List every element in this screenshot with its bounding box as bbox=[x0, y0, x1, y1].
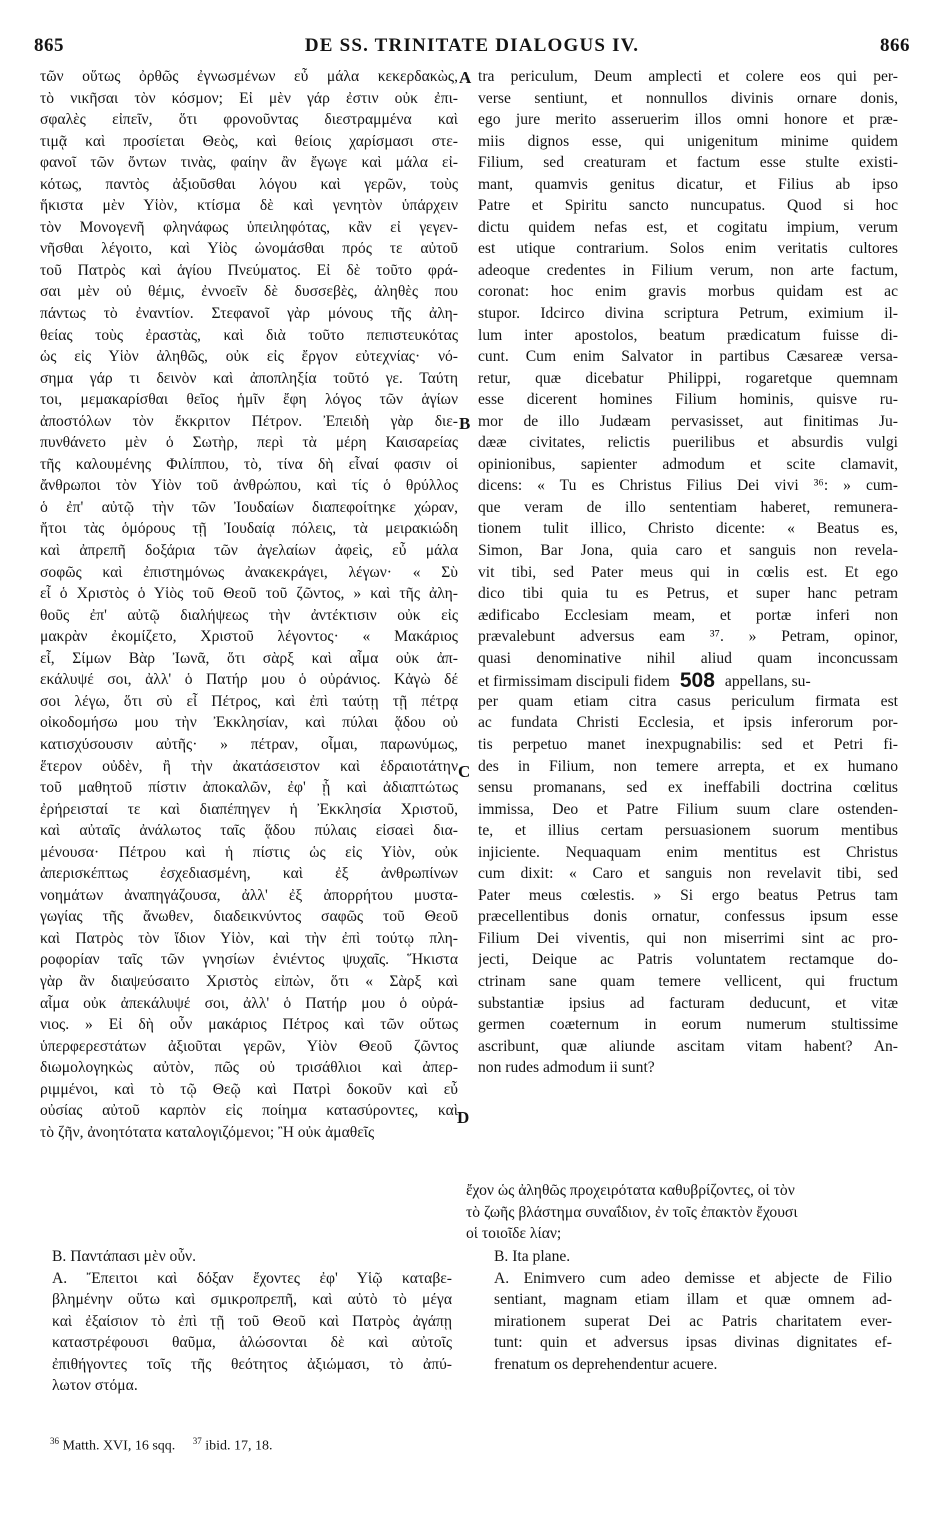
latin-line: vit tibi, sed Pater meus qui in cœlis est. Et ego bbox=[478, 563, 898, 581]
dialogue-greek bbox=[52, 1246, 452, 1397]
dialogue-greek-a bbox=[52, 1268, 452, 1397]
greek-line: ἄνθρωποι τὸν Υἱὸν τοῦ ἀνθρώπου, καὶ τίς ὁ θρύλλος bbox=[40, 477, 458, 495]
latin-line: injiciente. Nequaquam enim mentitus est Christus bbox=[478, 843, 898, 861]
greek-line: καὶ Πατρὸς τὸν ἴδιον Υἱὸν, καὶ τὴν ἐπὶ τούτῳ πλη- bbox=[40, 929, 458, 947]
footnote-37-text: ibid. 17, 18. bbox=[205, 1438, 273, 1454]
greek-line: τοι, μεμακαρίσθαι θεῖος ἡμῖν ἔφη λόγος τῶν ἁγίων bbox=[40, 391, 458, 409]
dialogue-greek-line: βλημένην οὕτω καὶ σμικροπρεπῆ, καὶ αὐτὸ τὸ μέγα bbox=[52, 1291, 452, 1309]
page-number-left: 865 bbox=[34, 35, 64, 56]
margin-letter-d: D bbox=[457, 1108, 470, 1127]
latin-line: des in Filium, non temere arrepta, et ex humano bbox=[478, 757, 898, 775]
greek-line: κατισχύσουσιν αὐτῆς· » πέτραν, οἶμαι, παρωνύμως, bbox=[40, 735, 458, 753]
greek-line: ριμμένοι, καὶ τὸ τῷ Θεῷ καὶ Πατρὶ δοκοῦν καὶ εὖ bbox=[40, 1080, 458, 1098]
dialogue-latin-a bbox=[494, 1268, 892, 1376]
greek-line: καὶ αὐταῖς ἀνάλωτος ταῖς ᾅδου πύλαις εἰσαεὶ δια- bbox=[40, 822, 458, 840]
footnotes bbox=[50, 1432, 273, 1456]
greek-line: τῶν οὕτως ὀρθῶς ἐγνωσμένων εὖ μάλα κεκερδακὼς, bbox=[40, 68, 458, 85]
greek-line: ἤτοι τὰς ὁμόρους τῇ Ἰουδαίᾳ πόλεις, τὰ μειρακιώδη bbox=[40, 520, 458, 538]
greek-continuation bbox=[466, 1180, 896, 1245]
margin-letter-c: C bbox=[458, 762, 471, 781]
latin-line bbox=[478, 669, 898, 691]
greek-line: εκάλυψέ σοι, ἀλλ' ὁ Πατήρ μου ὁ οὐράνιος. Κἀγὼ δέ bbox=[40, 671, 458, 689]
greek-line: πάντως τὸ ἐναντίον. Στεφανοῖ γὰρ μόνους τῆς ἀλη- bbox=[40, 305, 458, 323]
margin-letter-a: A bbox=[459, 68, 472, 87]
latin-line: Simon, Bar Jona, quia caro et sanguis non revela- bbox=[478, 542, 898, 560]
footnote-36-text: Matth. XVI, 16 sqq. bbox=[62, 1438, 176, 1454]
dialogue-latin-line: A. Enimvero cum adeo demisse et abjecte de Filio bbox=[494, 1269, 892, 1287]
latin-line: per quam etiam citra casus periculum firmata est bbox=[478, 692, 898, 710]
latin-line: mant, quamvis genitus dicatur, et Filius ab ipso bbox=[478, 175, 898, 193]
latin-line: retur, quæ dicebatur Philippi, rogaretque quemnam bbox=[478, 369, 898, 387]
latin-line: tis perpetuo manet inexpugnabilis: sed et Petri fi- bbox=[478, 735, 898, 753]
greek-line: αἷμα οὐκ ἀπεκάλυψέ σοι, ἀλλ' ὁ Πατήρ μου ὁ οὐρά- bbox=[40, 994, 458, 1012]
latin-line-start: et firmissimam discipuli fidem bbox=[478, 673, 670, 691]
latin-line: cum dixit: « Caro et sanguis non revelavit tibi, sed bbox=[478, 865, 898, 883]
greek-line: τὸ νικῆσαι τὸν κόσμον; Εἰ μὲν γάρ ἐστιν οὐκ ἐπι- bbox=[40, 89, 458, 107]
latin-line: lum inter apostolos, beatum prædicatum fuisse di- bbox=[478, 326, 898, 344]
greek-line: ἀπερισκέπτως ἐσχεδιασμένη, καὶ ἐξ ἀνθρωπίνων bbox=[40, 865, 458, 883]
footnote-37-mark: 37 bbox=[192, 1436, 202, 1446]
greek-line: ὁ ἐπ' αὐτῷ τὴν τῶν Ἰουδαίων διαπεφοίτηκε χώραν, bbox=[40, 498, 458, 516]
latin-line: mor de illo Judæam pervasisset, aut finitimas Ju- bbox=[478, 412, 898, 430]
latin-line: prævalebunt adversus eam ³⁷. » Petram, opinor, bbox=[478, 628, 898, 646]
footnote-36-mark: 36 bbox=[50, 1436, 59, 1446]
greek-continuation-line: τὸ ζωῆς βλάστημα συναΐδιον, ἐν τοῖς ἐπακτὸν ἔχουσι bbox=[466, 1203, 798, 1221]
greek-line: ἕτερον οὐδὲν, ἢ τὴν ἀκατάσειστον καὶ ἑδραιοτάτην bbox=[40, 757, 458, 775]
greek-line: σημα γάρ τι δεινὸν καὶ ἀποπληξία τοῦτό γε. Ταύτη bbox=[40, 369, 458, 387]
dialogue-latin-b: B. Ita plane. bbox=[494, 1248, 571, 1265]
dialogue-greek-line: A. Ἔπειτοι καὶ δόξαν ἔχοντες ἐφ' Υἱῷ καταβε- bbox=[52, 1269, 452, 1287]
latin-line: dææ civitates, relictis puerilibus et absurdis vulgi bbox=[478, 434, 898, 452]
latin-line: coronat: hoc enim gravis morbus quidam est ac bbox=[478, 283, 898, 301]
greek-line: θοῦς ἐπ' αὐτῷ διαλήψεως τὴν ἀντέκτισιν οὐκ εἰς bbox=[40, 606, 458, 624]
greek-line: νιος. » Εἰ δὴ οὖν μακάριος Πέτρος καὶ τῶν οὕτως bbox=[40, 1016, 458, 1034]
latin-line: opinionibus, sapienter admodum et scite clamavit, bbox=[478, 455, 898, 473]
greek-line: νοημάτων ἀναπηγάζουσα, ἀλλ' ἐξ ἀπορρήτου μυστα- bbox=[40, 886, 458, 904]
latin-line: dico tibi quia tu es Petrus, et super hanc petram bbox=[478, 585, 898, 603]
latin-line: te, et illius certam persuasionem suorum mentibus bbox=[478, 822, 898, 840]
latin-line: adeoque credentes in Filium verum, non arte factum, bbox=[478, 261, 898, 279]
latin-line: quasi denominative nihil aliud quam inconcussam bbox=[478, 649, 898, 667]
greek-line: διωμολογηκὼς αὐτὸν, πῶς οὐ τρισάθλιοι καὶ ἀπερ- bbox=[40, 1059, 458, 1077]
dialogue-latin-line: sentiant, magnam etiam illam et quæ omnem ad- bbox=[494, 1291, 892, 1309]
greek-line: τοῦ μαθητοῦ πίστιν ἀποκαλῶν, ἐφ' ᾗ καὶ ἀδιαπτώτως bbox=[40, 779, 458, 797]
greek-line: πυνθάνετο μὲν ὁ Σωτὴρ, περὶ τὰ μέρη Καισαρείας bbox=[40, 434, 458, 452]
latin-line: germen coæternum in eorum numerum stultissime bbox=[478, 1016, 898, 1034]
latin-line: jecti, Deique ac Patris voluntatem rectamque do- bbox=[478, 951, 898, 969]
greek-line: μένουσα· Πέτρου καὶ ἡ πίστις ὡς εἰς Υἱὸν, οὐκ bbox=[40, 843, 458, 861]
latin-line: non rudes admodum ii sunt? bbox=[478, 1059, 655, 1077]
greek-line: ὡς εἰς Υἱὸν ἀληθῶς, οὐκ εἰς ἔργον εὐτεχνίας· νό- bbox=[40, 348, 458, 366]
greek-line: εἶ, Σίμων Βὰρ Ἰωνᾶ, ὅτι σὰρξ καὶ αἷμα οὐκ ἀπ- bbox=[40, 649, 458, 667]
latin-line: Filium Dei viventis, qui non miserrimi sint ac pro- bbox=[478, 929, 898, 947]
latin-line: Pater meus cœlestis. » Si ergo beatus Petrus tam bbox=[478, 886, 898, 904]
dialogue-greek-line: λωτον στόμα. bbox=[52, 1377, 138, 1395]
greek-line: οἰκοδομήσω μου τὴν Ἐκκλησίαν, καὶ πύλαι ᾅδου οὐ bbox=[40, 714, 458, 732]
greek-line: ροφορίαν ταῖς τῶν γνησίων ἐνιέντος ψυχαῖς. Ἥκιστα bbox=[40, 951, 458, 969]
greek-continuation-line: οἱ τοιοῖδε λίαν; bbox=[466, 1225, 562, 1243]
greek-line: νῆσθαι λέγοιτο, καὶ Υἱὸς ὠνομάσθαι πρός τε αὐτοῦ bbox=[40, 240, 458, 258]
greek-line: τὸν Μονογενῆ φληνάφως ὑπειληφότας, κἂν εἰ γεγεν- bbox=[40, 218, 458, 236]
latin-line: substantiæ ipsius ad facturam deducunt, et vitæ bbox=[478, 994, 898, 1012]
greek-line: ἐρήρεισταί τε καὶ διαπέπηγεν ἡ Ἐκκλησία Χριστοῦ, bbox=[40, 800, 458, 818]
dialogue-greek-line: καταστρέφουσι θαῦμα, ἁλώσονται δὲ καὶ αὐτοῖς bbox=[52, 1334, 452, 1352]
latin-line: est utique contrarium. Solos enim veritatis cultores bbox=[478, 240, 898, 258]
latin-line: verse sentiunt, et nonnullos divinis ornare donis, bbox=[478, 89, 898, 107]
dialogue-latin bbox=[494, 1246, 892, 1375]
greek-line: ἥκιστα μὲν Υἱὸν, κτίσμα δὲ καὶ γενητὸν ὑπάρχειν bbox=[40, 197, 458, 215]
greek-line: ὑπερφερεστάτων ἀξιοῦται γερῶν, Υἱὸν Θεοῦ ζῶντος bbox=[40, 1037, 458, 1055]
dialogue-latin-line: frenatum os deprehendentur acuere. bbox=[494, 1355, 718, 1373]
running-header bbox=[34, 34, 910, 60]
dialogue-latin-line: mirationem superat Dei ac Patris charitatem ever- bbox=[494, 1312, 892, 1330]
greek-line: εἶ ὁ Χριστὸς ὁ Υἱὸς τοῦ Θεοῦ τοῦ ζῶντος, » καὶ τῆς ἀλη- bbox=[40, 585, 458, 603]
greek-line: σαι μὲν οὐ θέμις, ἐννοεῖν δὲ δυσσεβὲς, ἀληθὲς που bbox=[40, 283, 458, 301]
greek-line: μακρὰν ἐκομίζετο, Χριστοῦ λέγοντος· « Μακάριος bbox=[40, 628, 458, 646]
latin-line: ego jure merito asseruerim illos omni honore et præ- bbox=[478, 111, 898, 129]
greek-line: καὶ ἀπρεπῆ δοξάρια τῶν ἀγελαίων ἀφεὶς, εὖ μάλα bbox=[40, 542, 458, 560]
latin-line-end: appellans, su- bbox=[724, 673, 811, 691]
margin-letter-b: B bbox=[459, 414, 471, 433]
greek-continuation-line: ἔχον ὡς ἀληθῶς προχειρότατα καθυβρίζοντες, οἱ τὸν bbox=[466, 1182, 795, 1199]
latin-line: ac fundata Christi Ecclesia, et ipsis inferorum por- bbox=[478, 714, 898, 732]
latin-line: ædificabo Ecclesiam meam, et portæ inferi non bbox=[478, 606, 898, 624]
greek-line: κότως, παντὸς ἀξιοῦσθαι λόγου καὶ γερῶν, τοὺς bbox=[40, 175, 458, 193]
greek-line: φανοῖ τῶν ὄντων τινὰς, φαίην ἂν ἔγωγε καὶ μάλα εἰ- bbox=[40, 154, 458, 172]
latin-line: præcellentibus donis ornatur, confessus ipsum esse bbox=[478, 908, 898, 926]
latin-column bbox=[478, 66, 898, 1079]
page-number-right: 866 bbox=[880, 35, 910, 56]
greek-line: σοι λέγω, ὅτι σὺ εἶ Πέτρος, καὶ ἐπὶ ταύτῃ τῇ πέτρᾳ bbox=[40, 692, 458, 710]
greek-line: θείας τοὺς ἐραστὰς, καὶ διὰ τοῦτο πεπιστευκότας bbox=[40, 326, 458, 344]
greek-line: σφαλὲς εἰπεῖν, ὅτι φρονοῦντας διεστραμμένα καὶ bbox=[40, 111, 458, 129]
latin-line: ctrinam sane quam temere vellicent, qui fructum bbox=[478, 972, 898, 990]
latin-line: Filium, sed creaturam et factum esse stulte existi- bbox=[478, 154, 898, 172]
latin-line: stupor. Idcirco divina scriptura Petrum, eximium il- bbox=[478, 305, 898, 323]
greek-line: σοφῶς καὶ ἐπιστημόνως ἀνακεκράγει, λέγων· « Σὺ bbox=[40, 563, 458, 581]
greek-column bbox=[40, 66, 458, 1143]
dialogue-latin-line: tunt: quin et adversus ipsas divinas dignitates ef- bbox=[494, 1334, 892, 1352]
greek-line: οὐσίας αὐτοῦ καρπὸν εἰς ποίημα κατασύροντες, καὶ bbox=[40, 1102, 458, 1120]
latin-line: que veram de illo sententiam haberet, remunera- bbox=[478, 498, 898, 516]
dialogue-greek-b: B. Παντάπασι μὲν οὖν. bbox=[52, 1248, 196, 1265]
greek-line: τῆς καλουμένης Φιλίππου, τὸ, τίνα δὴ εἶναί φασιν οἱ bbox=[40, 455, 458, 473]
greek-line: τοῦ Πατρὸς καὶ ἁγίου Πνεύματος. Εἰ δὲ τοῦτο φρά- bbox=[40, 261, 458, 279]
latin-line: tra periculum, Deum amplecti et colere eos qui per- bbox=[478, 68, 898, 85]
greek-line: γὰρ ἂν διαψεύσαιτο Χριστὸς εἰπὼν, ὅτι « Σὰρξ καὶ bbox=[40, 972, 458, 990]
latin-line: dicens: « Tu es Christus Filius Dei vivi ³⁶: » cum- bbox=[478, 477, 898, 495]
latin-line: miis dignos esse, qui unigenitum minime quidem bbox=[478, 132, 898, 150]
latin-line: Patre et Spiritu sancto nuncupatus. Quod si hoc bbox=[478, 197, 898, 215]
greek-line: τιμᾷ καὶ προσίεται Θεὸς, καὶ θείοις χαρίσμασι στε- bbox=[40, 132, 458, 150]
latin-line: cunt. Cum enim Salvator in partibus Cæsareæ versa- bbox=[478, 348, 898, 366]
dialogue-greek-line: καὶ ἐξαίσιον τὸ ἐπὶ τῇ τοῦ Θεοῦ καὶ Πατρὸς ἀγάπῃ bbox=[52, 1312, 452, 1330]
greek-line: τὸ ζῆν, ἀνοητότατα καταλογιζόμενοι; Ἢ οὐκ ἀμαθεῖς bbox=[40, 1123, 375, 1141]
latin-line: ascribunt, quæ aliunde ascitam vitam habent? An- bbox=[478, 1037, 898, 1055]
latin-line: esse dicerent homines Filium hominis, quisve ru- bbox=[478, 391, 898, 409]
latin-line: immissa, Deo et Patre Filium suum clare ostenden- bbox=[478, 800, 898, 818]
latin-line: dictu quidem nefas est, et cogitatu impium, verum bbox=[478, 218, 898, 236]
running-title: DE SS. TRINITATE DIALOGUS IV. bbox=[304, 35, 640, 56]
greek-line: γωγίας τῆς ἄνωθεν, διαδεικνύντος σαφῶς τοῦ Θεοῦ bbox=[40, 908, 458, 926]
greek-line: ἀποστόλων τὸν ἔκκριτον Πέτρον. Ἐπειδὴ γὰρ διε- bbox=[40, 412, 458, 430]
column-number-508: 508 bbox=[679, 669, 715, 693]
dialogue-greek-line: ἐπιθήγοντες τοῖς τῆς θεότητος ἀξιώμασι, τὸ ἀπύ- bbox=[52, 1355, 452, 1373]
latin-line: tionem tulit illico, Christo dicente: « Beatus es, bbox=[478, 520, 898, 538]
latin-line: sensu promanans, sed ex ineffabili doctrina cœlitus bbox=[478, 779, 898, 797]
